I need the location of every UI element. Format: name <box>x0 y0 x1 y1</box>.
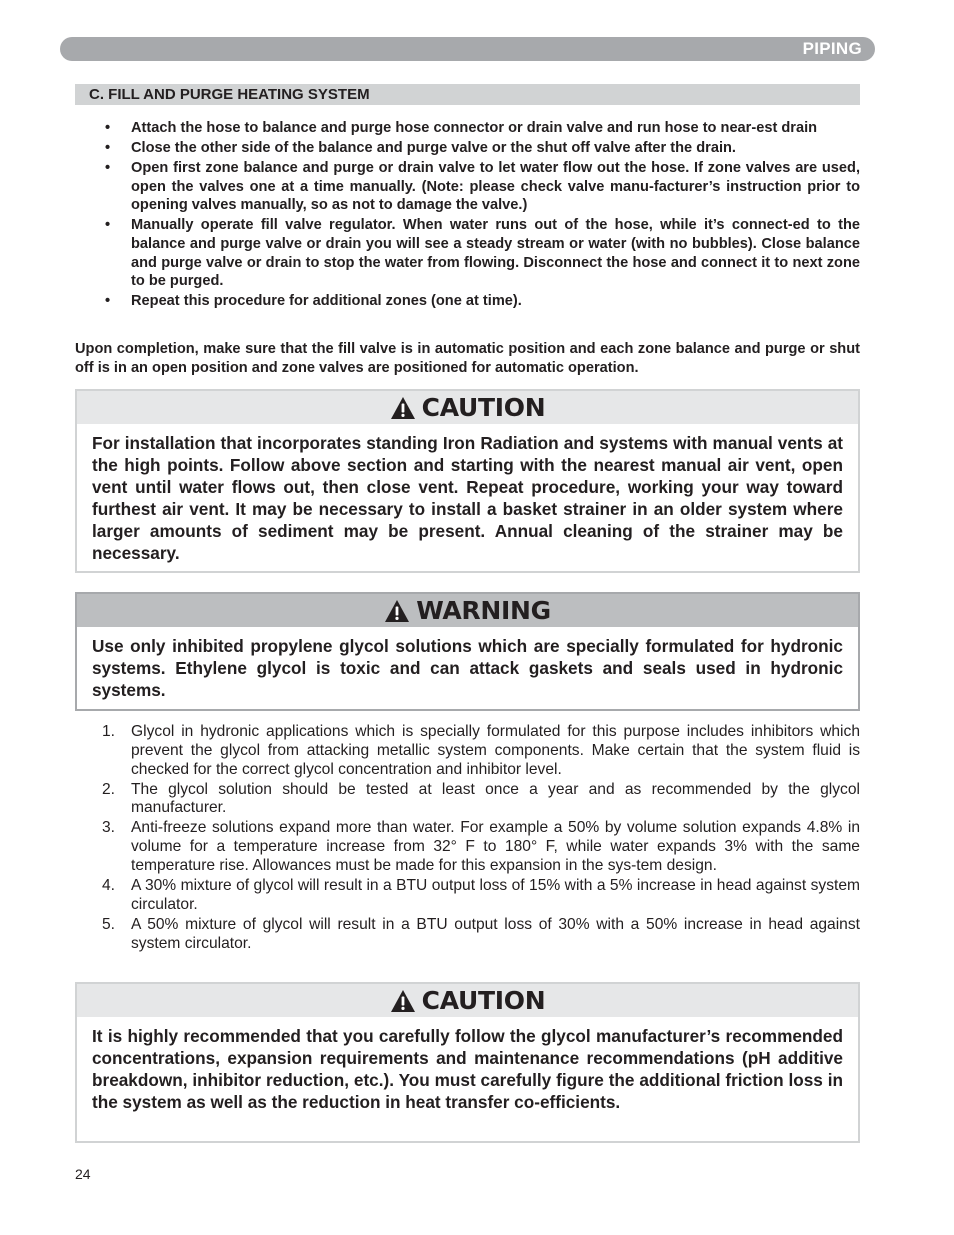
caution-text: It is highly recommended that you carefully follow the glycol manufacturer’s recommended concentrations, expansion requirements and maintenance recommendations (pH additive breakdown, inhibitor reduction, etc.). You must carefully figure the additional friction loss in the system as well as the reduction in heat transfer co-efficients. <box>92 1026 843 1112</box>
section-header <box>75 84 860 105</box>
bullet-icon: • <box>105 120 111 136</box>
list-item-text: Glycol in hydronic applications which is specially formulated for this purpose includes inhibitors which prevent the glycol from attacking metallic system components. Make certain that the system fluid is checked for the correct glycol concentration and inhibitor level. <box>131 723 860 778</box>
bullet-icon: • <box>105 217 111 234</box>
list-item <box>75 781 860 819</box>
list-item-text: Manually operate fill valve regulator. When water runs out of the hose, while it’s connect-ed to the balance and purge valve or drain you will see a steady stream or water (with no bubbles). Close balance and purge valve or drain to stop the water from flowing. Disconnect the hose and connect it to next zone to be purged. <box>131 217 860 290</box>
page-number: 24 <box>75 1166 91 1182</box>
caution-title: CAUTION <box>421 986 546 1015</box>
warning-header <box>77 594 858 627</box>
list-item <box>75 216 860 290</box>
header-title: PIPING <box>802 39 862 58</box>
section-title: C. FILL AND PURGE HEATING SYSTEM <box>89 86 370 103</box>
warning-triangle-icon <box>390 396 416 420</box>
list-item-number: 4. <box>102 876 116 894</box>
caution-box <box>75 389 860 573</box>
caution-box <box>75 982 860 1143</box>
warning-triangle-icon <box>390 989 416 1013</box>
list-item-text: Close the other side of the balance and purge valve or the shut off valve after the drain. <box>131 140 736 157</box>
completion-paragraph: Upon completion, make sure that the fill valve is in automatic position and each zone balance and purge or shut off is in an open position and zone valves are positioned for automatic operation. <box>75 341 860 376</box>
list-item-text: A 50% mixture of glycol will result in a BTU output loss of 30% with a 50% increase in head against system circulator. <box>131 915 860 952</box>
list-item-text: The glycol solution should be tested at least once a year and as recommended by the glycol manufacturer. <box>131 780 860 817</box>
list-item <box>75 723 860 779</box>
bullet-icon: • <box>105 140 111 157</box>
list-item-text: Open first zone balance and purge or drain valve to let water flow out the hose. If zone valves are used, open the valves one at a time manually. (Note: please check valve manu-facturer’s instruction prior to opening valves manually, so as not to damage the valve.) <box>131 160 860 214</box>
list-item-number: 3. <box>102 819 116 837</box>
bullet-icon: • <box>105 160 111 177</box>
header-bar <box>60 37 875 61</box>
list-item-text: Repeat this procedure for additional zones (one at time). <box>131 293 522 310</box>
bullet-icon: • <box>105 293 111 310</box>
list-item <box>75 292 860 311</box>
list-item <box>75 916 860 954</box>
warning-triangle-icon <box>384 599 410 623</box>
list-item-number: 5. <box>102 915 116 933</box>
warning-text: Use only inhibited propylene glycol solutions which are specially formulated for hydronic systems. Ethylene glycol is toxic and can attack gaskets and seals used in hydronic systems. <box>92 636 843 700</box>
warning-title: WARNING <box>416 596 551 625</box>
glycol-list <box>75 723 860 955</box>
list-item <box>75 819 860 875</box>
caution-title: CAUTION <box>421 393 546 422</box>
list-item-text: Anti-freeze solutions expand more than water. For example a 50% by volume solution expands 4.8% in volume for a temperature increase from 32° F to 180° F, while water expands 3% with the same temperature rise. Allowances must be made for this expansion in the sys-tem design. <box>131 819 860 874</box>
procedure-list <box>75 119 860 312</box>
list-item-number: 2. <box>102 780 116 798</box>
list-item <box>75 877 860 915</box>
list-item <box>75 119 860 138</box>
list-item <box>75 139 860 158</box>
list-item-text: Attach the hose to balance and purge hose connector or drain valve and run hose to near-est drain <box>131 120 818 136</box>
list-item <box>75 159 860 215</box>
warning-box <box>75 592 860 711</box>
caution-header <box>77 984 858 1017</box>
caution-text: For installation that incorporates standing Iron Radiation and systems with manual vents at the high points. Follow above section and starting with the nearest manual air vent, open vent until water flows out, then close vent. Repeat procedure, working your way toward furthest air vent. It may be necessary to install a basket strainer in an older system where larger amounts of sediment may be present. Annual cleaning of the strainer may be necessary. <box>92 433 843 563</box>
list-item-text: A 30% mixture of glycol will result in a BTU output loss of 15% with a 5% increase in head against system circulator. <box>131 876 860 913</box>
caution-header <box>77 391 858 424</box>
list-item-number: 1. <box>102 723 116 740</box>
